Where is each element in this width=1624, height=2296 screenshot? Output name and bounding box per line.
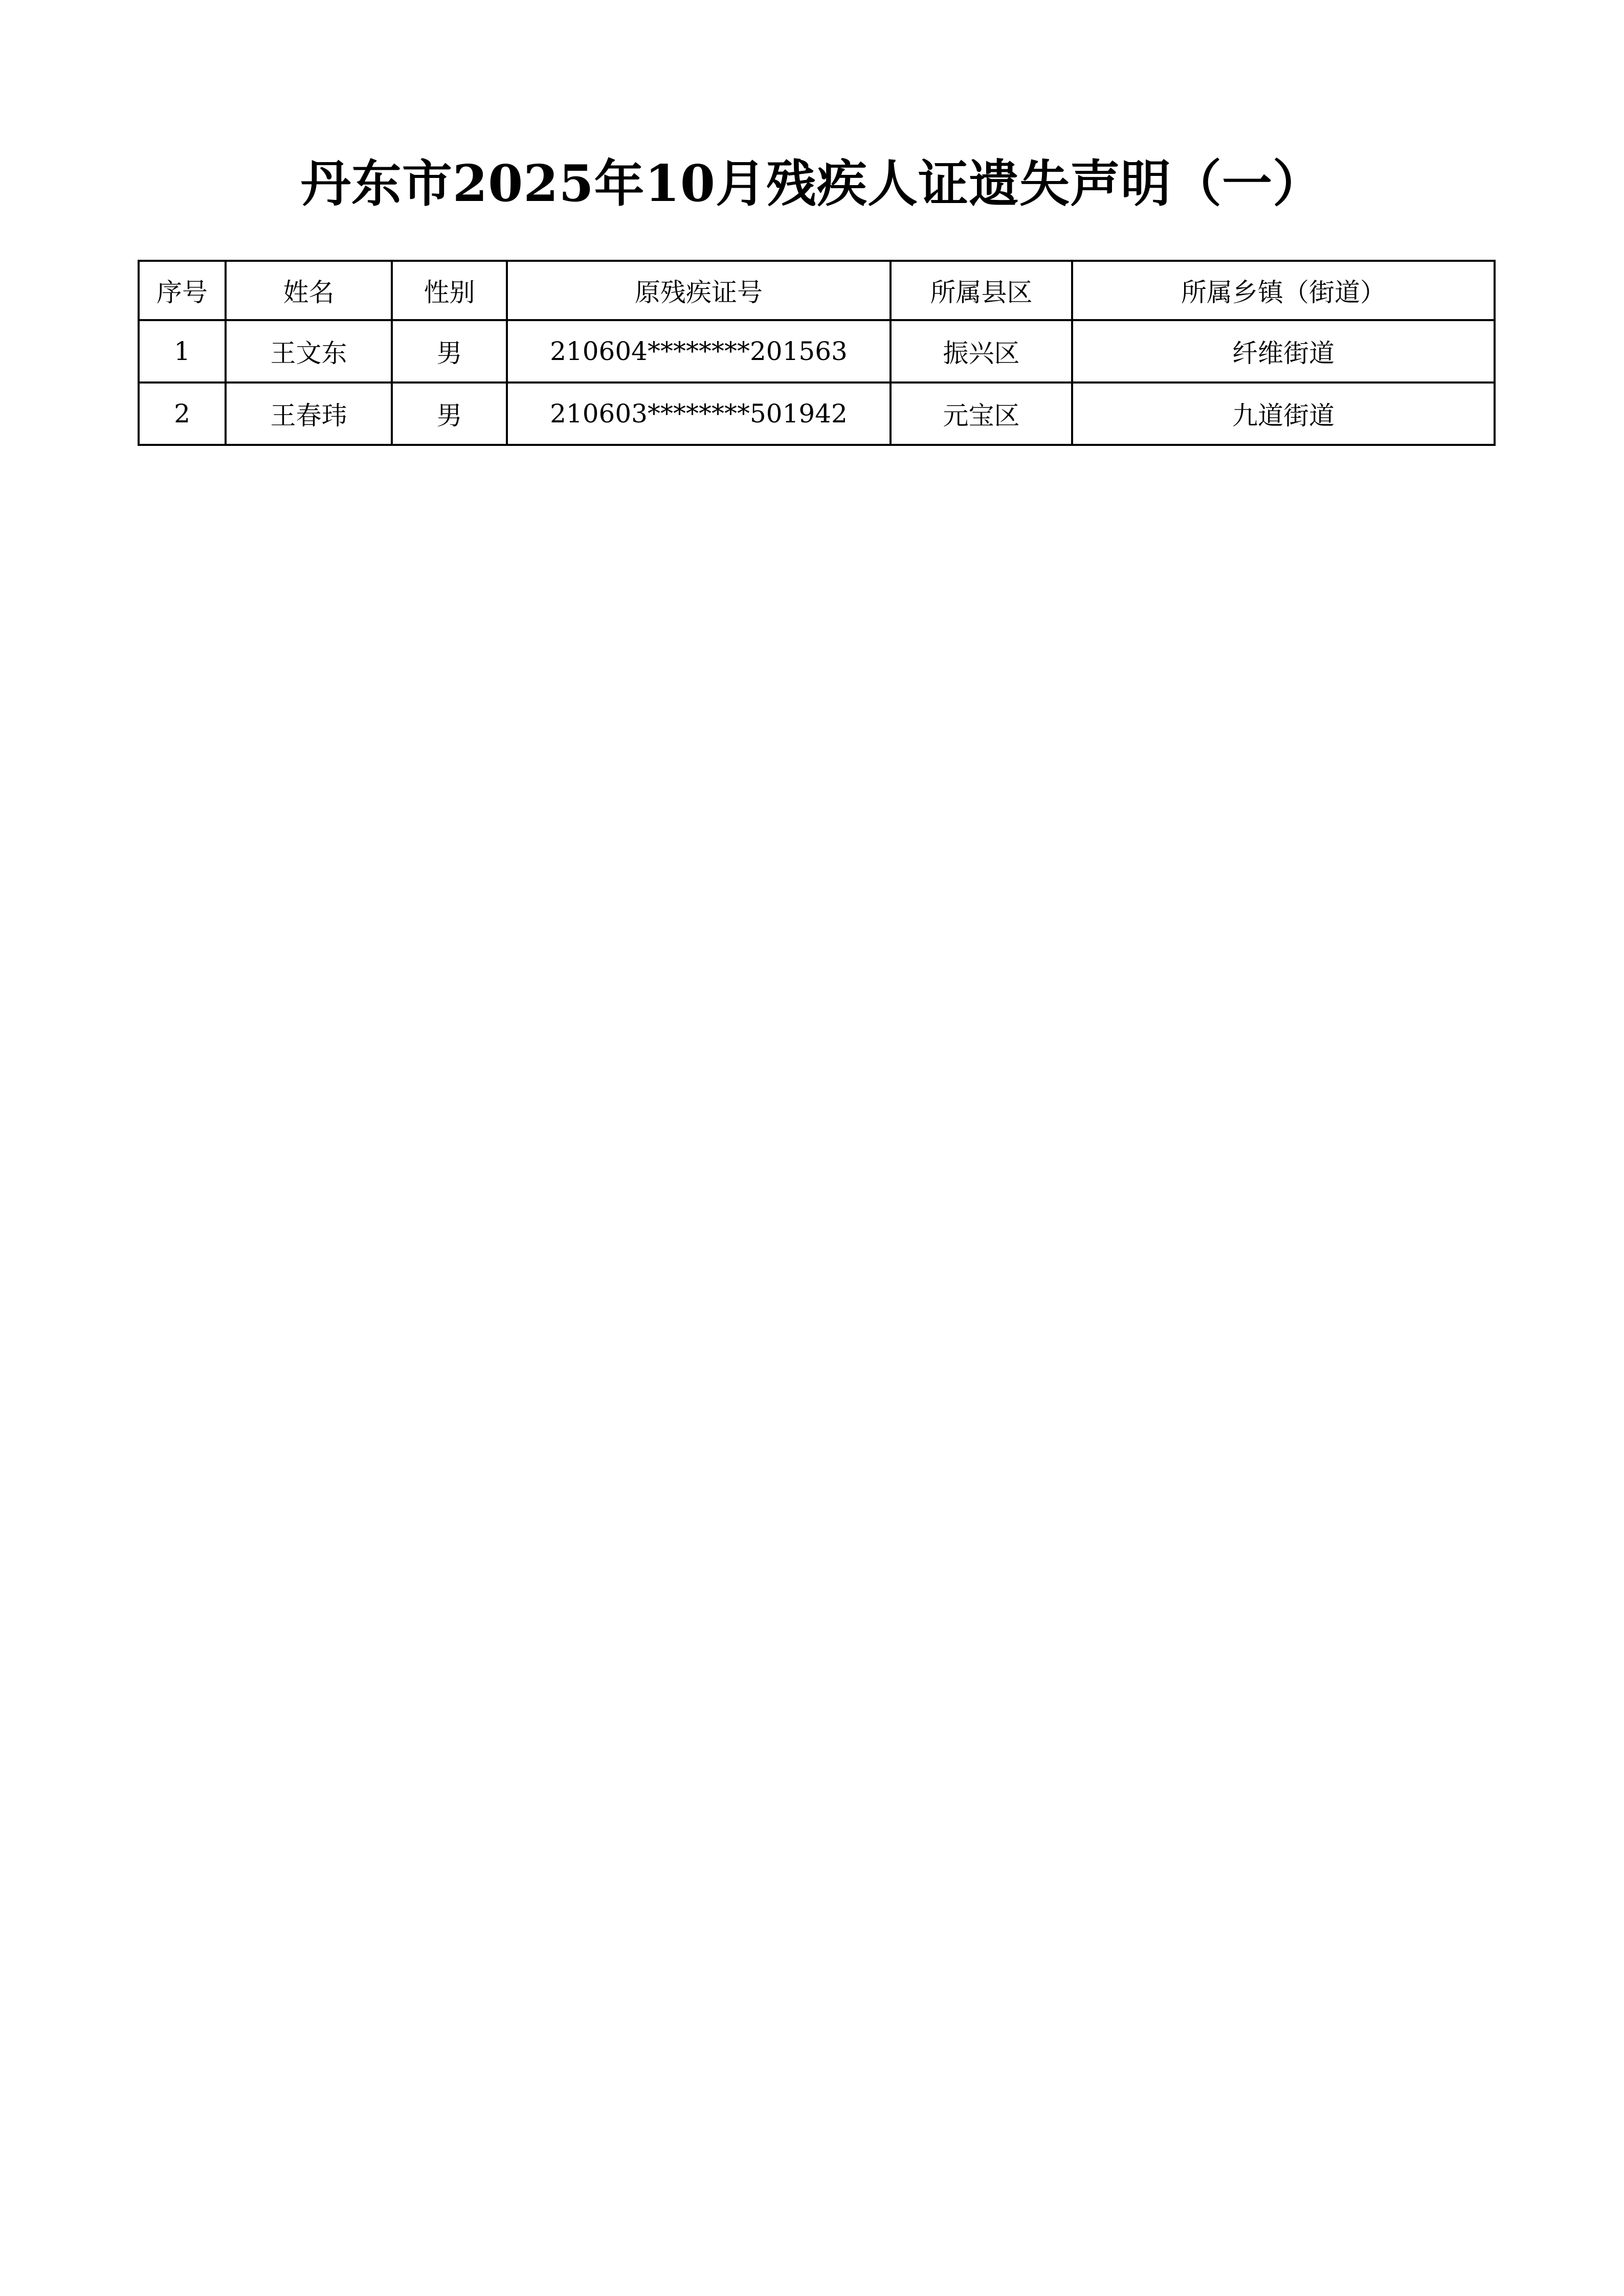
cell-name: 王文东 <box>226 320 392 382</box>
header-gender: 性别 <box>392 261 507 320</box>
cell-certificate-number: 210604********201563 <box>507 320 891 382</box>
header-certificate-number: 原残疾证号 <box>507 261 891 320</box>
header-district: 所属县区 <box>891 261 1072 320</box>
lost-certificate-table-container <box>138 260 1494 446</box>
cell-district: 振兴区 <box>891 320 1072 382</box>
cell-gender: 男 <box>392 320 507 382</box>
page-title: 丹东市2025年10月残疾人证遗失声明（一） <box>300 154 1324 213</box>
table-row <box>139 320 1495 382</box>
cell-serial-number: 1 <box>139 320 226 382</box>
header-township-street: 所属乡镇（街道） <box>1072 261 1495 320</box>
cell-township-street: 纤维街道 <box>1072 320 1495 382</box>
cell-certificate-number: 210603********501942 <box>507 382 891 445</box>
header-name: 姓名 <box>226 261 392 320</box>
table-row <box>139 382 1495 445</box>
header-serial-number: 序号 <box>139 261 226 320</box>
cell-name: 王春玮 <box>226 382 392 445</box>
cell-township-street: 九道街道 <box>1072 382 1495 445</box>
cell-district: 元宝区 <box>891 382 1072 445</box>
table-header-row <box>139 261 1495 320</box>
cell-serial-number: 2 <box>139 382 226 445</box>
cell-gender: 男 <box>392 382 507 445</box>
lost-certificate-table <box>138 260 1496 446</box>
